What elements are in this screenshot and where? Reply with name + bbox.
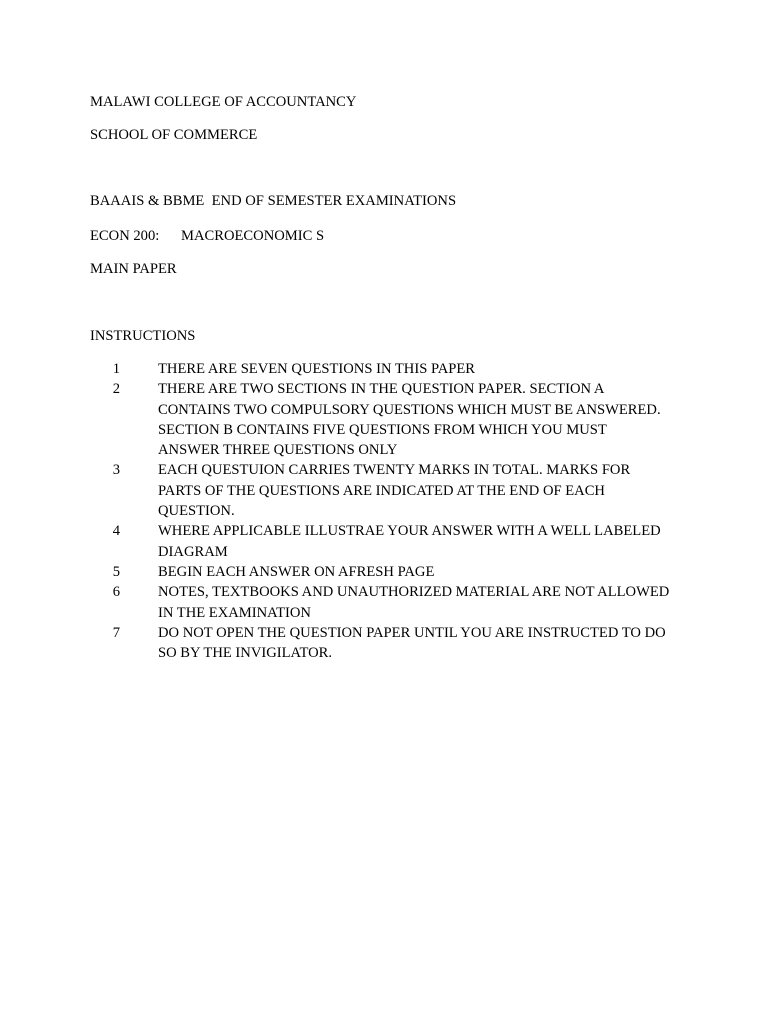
instructions-list: [90, 359, 690, 663]
exam-title: BAAAIS & BBME END OF SEMESTER EXAMINATIONS: [90, 193, 457, 209]
instruction-item: [90, 460, 690, 521]
instruction-number: 7: [112, 624, 120, 641]
instruction-text: THERE ARE TWO SECTIONS IN THE QUESTION PAPER. SECTION A CONTAINS TWO COMPULSORY QUESTIONS WHICH MUST BE ANSWERED. SECTION B CONTAINS FIVE QUESTIONS FROM WHICH YOU MUST ANSWER THREE QUESTIONS ONLY: [158, 381, 661, 459]
instruction-number: 2: [112, 381, 120, 398]
institution-name: MALAWI COLLEGE OF ACCOUNTANCY: [90, 94, 357, 110]
instruction-number: 3: [112, 462, 120, 479]
instruction-item: [90, 359, 690, 379]
course-line: [90, 227, 324, 245]
instruction-text: THERE ARE SEVEN QUESTIONS IN THIS PAPER: [158, 361, 476, 377]
instruction-number: 6: [112, 584, 120, 601]
instruction-text: BEGIN EACH ANSWER ON AFRESH PAGE: [158, 563, 435, 580]
instruction-number: 5: [112, 563, 120, 580]
instruction-item: [90, 521, 690, 562]
instruction-item: [90, 623, 690, 664]
instruction-item: [90, 379, 690, 460]
course-name: MACROECONOMIC S: [181, 228, 325, 244]
course-code: ECON 200:: [90, 228, 160, 244]
instruction-text: EACH QUESTUION CARRIES TWENTY MARKS IN TOTAL. MARKS FOR PARTS OF THE QUESTIONS ARE INDICATED AT THE END OF EACH QUESTION.: [158, 462, 631, 520]
instruction-text: NOTES, TEXTBOOKS AND UNAUTHORIZED MATERIAL ARE NOT ALLOWED IN THE EXAMINATION: [158, 584, 670, 621]
paper-type: MAIN PAPER: [90, 261, 177, 277]
instruction-text: WHERE APPLICABLE ILLUSTRAE YOUR ANSWER WITH A WELL LABELED DIAGRAM: [158, 523, 661, 560]
instruction-item: [90, 562, 690, 582]
instruction-number: 4: [112, 523, 120, 540]
instruction-item: [90, 582, 690, 623]
instruction-number: 1: [112, 361, 120, 377]
instruction-text: DO NOT OPEN THE QUESTION PAPER UNTIL YOU ARE INSTRUCTED TO DO SO BY THE INVIGILATOR.: [158, 624, 666, 662]
school-name: SCHOOL OF COMMERCE: [90, 127, 258, 143]
instructions-heading: INSTRUCTIONS: [90, 328, 196, 344]
